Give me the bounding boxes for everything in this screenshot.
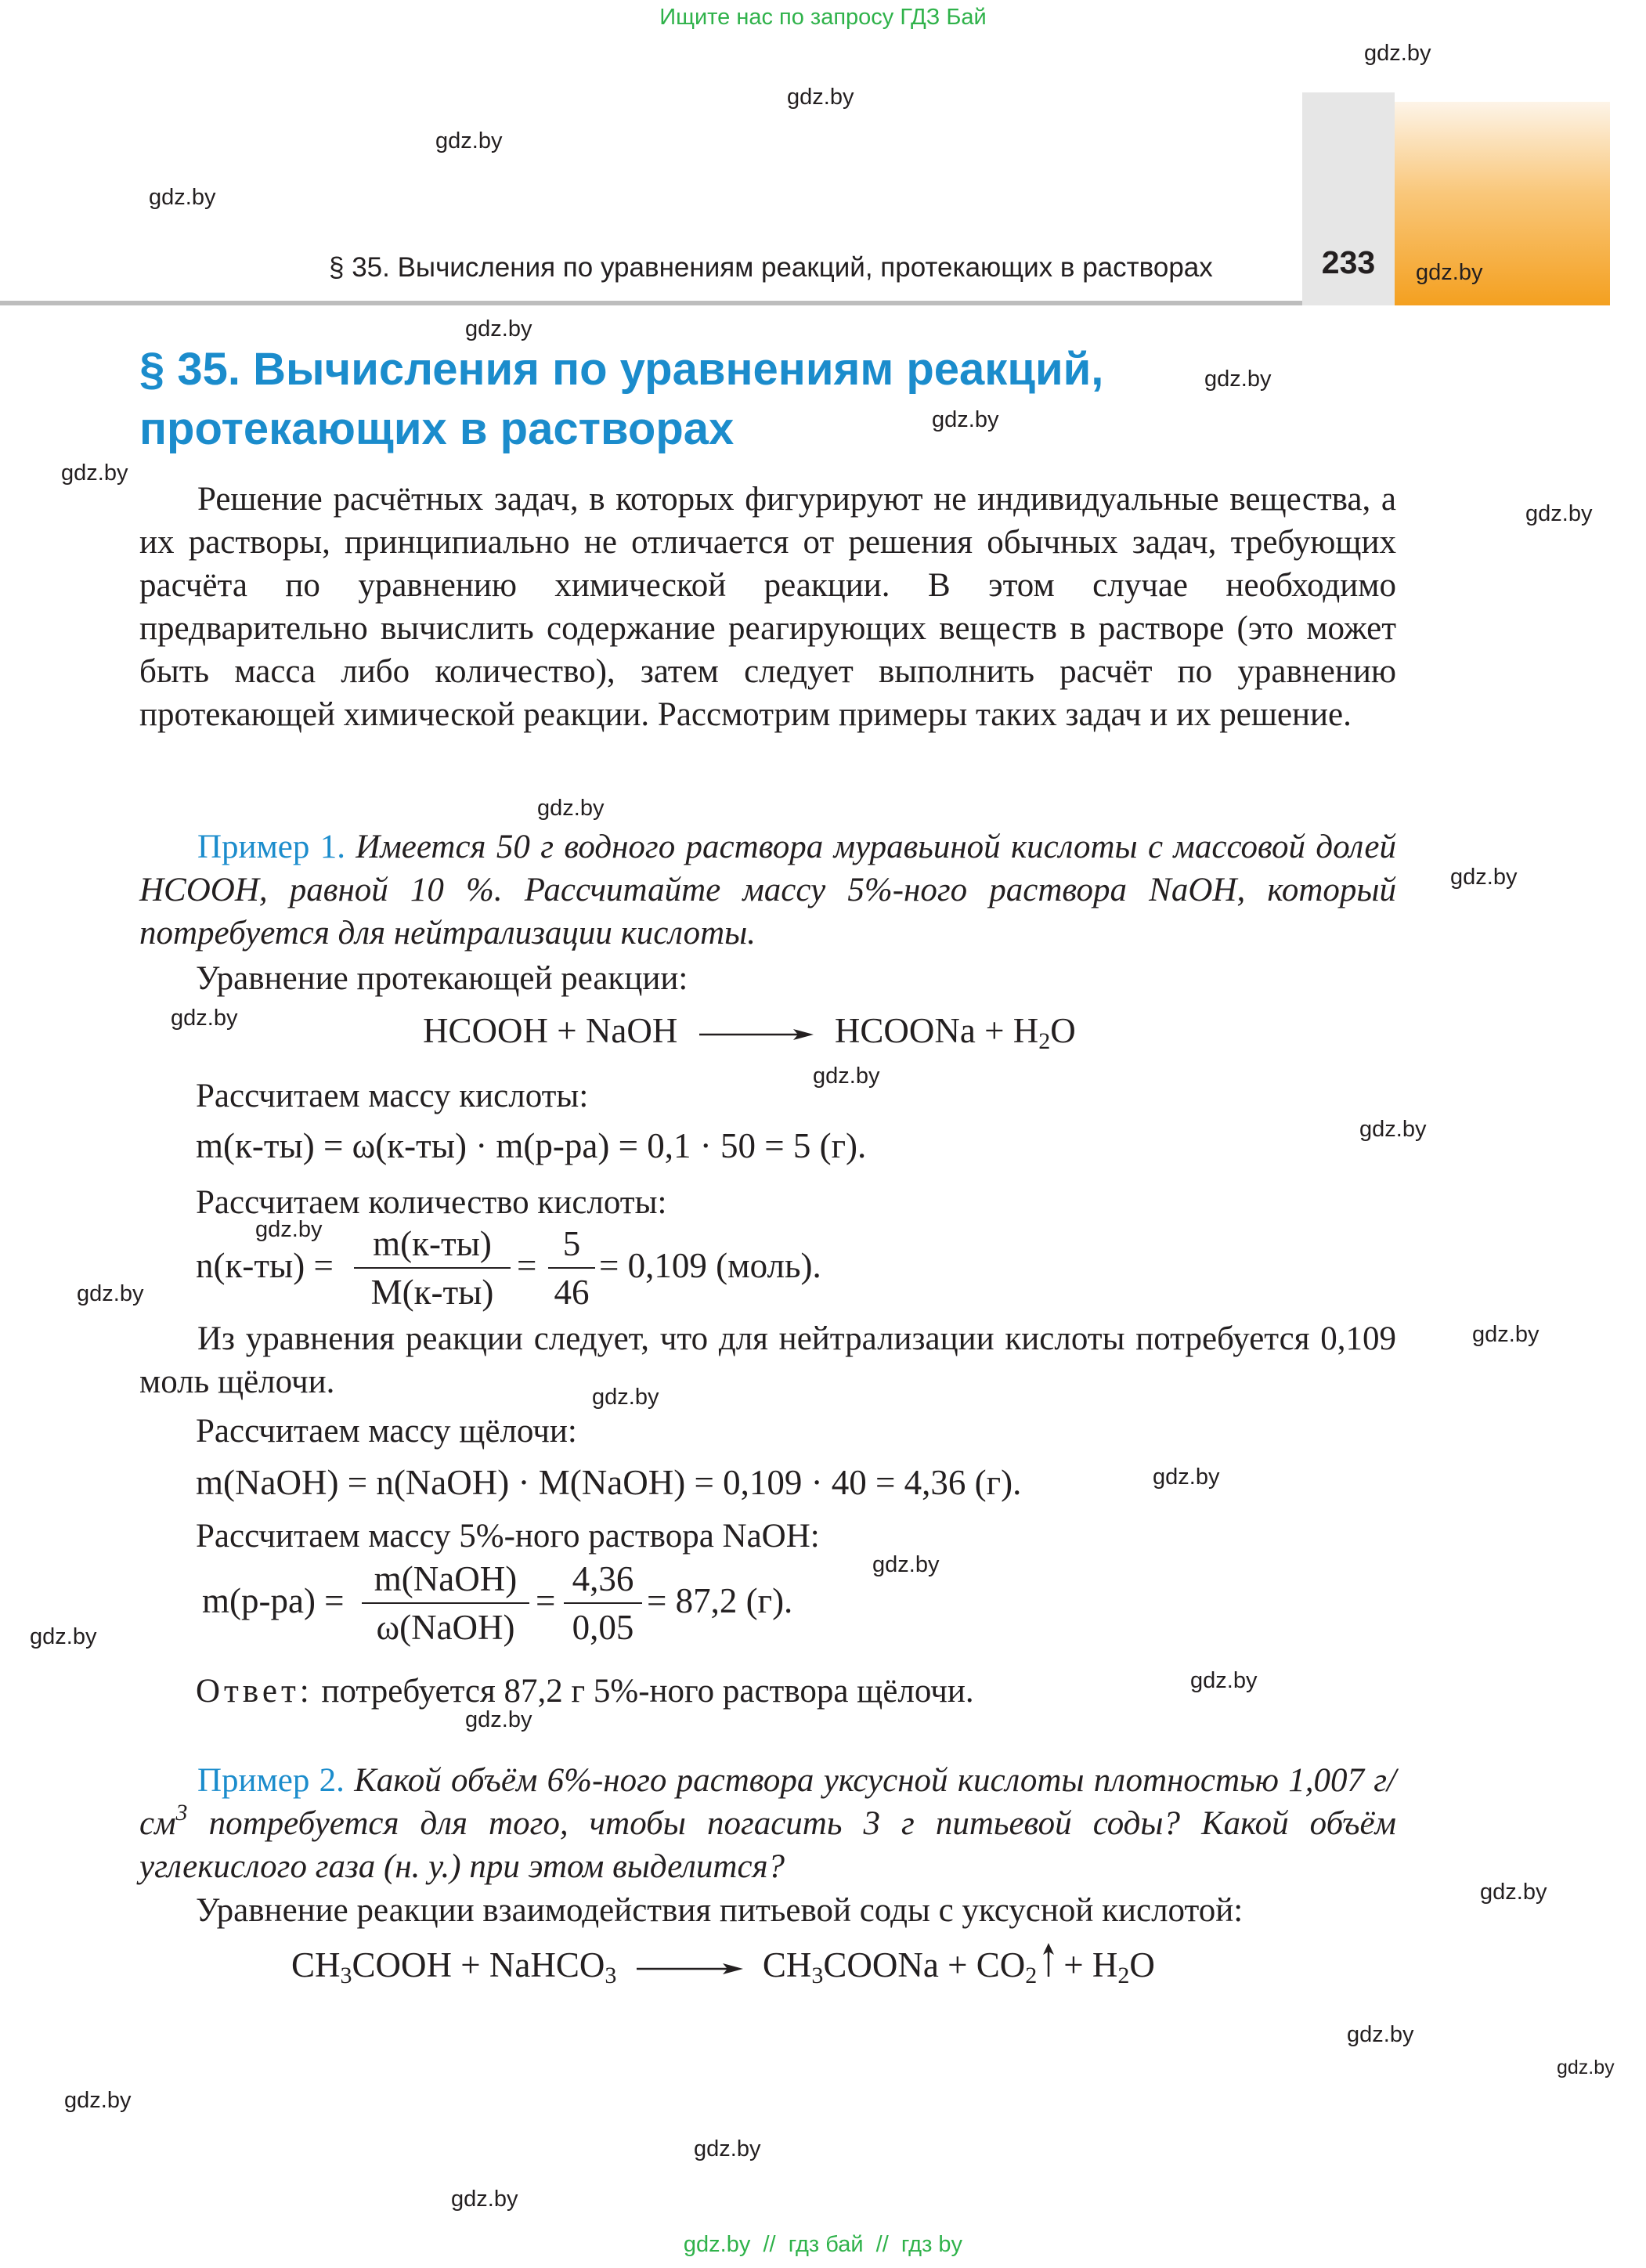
watermark: gdz.by xyxy=(872,1552,940,1577)
example-1-step-1: Рассчитаем массу кислоты: xyxy=(196,1078,589,1114)
section-title-line-1: § 35. Вычисления по уравнениям реакций, xyxy=(139,344,1104,395)
footer-banner[interactable]: gdz.by // гдз бай // гдз by xyxy=(683,2232,963,2257)
page-number: 233 xyxy=(1321,244,1376,280)
equation-solution-mass-result: = 87,2 (г). xyxy=(647,1581,793,1620)
example-1-label: Пример 1. xyxy=(197,829,345,865)
watermark: gdz.by xyxy=(171,1006,238,1031)
reaction-reactants: HCOOH + NaOH xyxy=(423,1011,678,1050)
reaction-2-reactants: $CH_3COOH$ + NaHCO$_3$ xyxy=(291,1945,617,1988)
watermark: gdz.by xyxy=(813,1064,880,1089)
gas-evolution-arrow-icon xyxy=(1040,1942,1057,1978)
watermark: gdz.by xyxy=(30,1624,97,1649)
watermark: gdz.by xyxy=(1480,1880,1547,1905)
example-2-reaction-equation xyxy=(291,1942,1155,1988)
watermark: gdz.by xyxy=(1557,2057,1615,2078)
equation-solution-mass-lhs: m(р-ра) = xyxy=(202,1581,345,1620)
answer-label: Ответ: xyxy=(196,1673,313,1710)
watermark: gdz.by xyxy=(1190,1668,1258,1693)
reaction-products: HCOONa + $H_2O$ xyxy=(834,1011,1076,1054)
example-1-conclusion: Из уравнения реакции следует, что для нейтрализации кислоты потребуется 0,109 моль щёлочи. xyxy=(139,1320,1396,1400)
section-title-line-2: протекающих в растворах xyxy=(139,403,735,454)
running-header: § 35. Вычисления по уравнениям реакций, протекающих в растворах xyxy=(329,252,1213,283)
example-2-label: Пример 2. xyxy=(197,1762,345,1799)
section-title xyxy=(139,340,1103,459)
watermark: gdz.by xyxy=(1359,1117,1427,1142)
watermark: gdz.by xyxy=(537,796,605,821)
watermark: gdz.by xyxy=(1472,1322,1540,1347)
watermark: gdz.by xyxy=(451,2187,518,2212)
equation-acid-amount-lhs: n(к-ты) = xyxy=(196,1246,334,1285)
example-1-step-3: Рассчитаем массу щёлочи: xyxy=(196,1413,577,1450)
watermark: gdz.by xyxy=(787,85,854,110)
equals-sign: = xyxy=(517,1246,537,1285)
watermark: gdz.by xyxy=(435,128,503,153)
watermark: gdz.by xyxy=(1153,1464,1220,1490)
reaction-arrow-icon-2 xyxy=(635,1959,745,1978)
example-2-text: Какой объём 6%-ного раствора уксусной кислоты плотностью 1,007 $г/см^3$ потребуется для того, чтобы погасить 3 г питьевой соды? Какой объём углекислого газа (н. у.) при этом выделится? xyxy=(139,1762,1397,1885)
fraction-solution-mass: m(NaOH) ω(NaOH) xyxy=(362,1557,529,1651)
fraction-acid-amount: m(к-ты) M(к-ты) xyxy=(354,1222,511,1316)
watermark: gdz.by xyxy=(149,185,216,210)
equation-alkali-mass: m(NaOH) = n(NaOH) · M(NaOH) = 0,109 · 40 = 4,36 (г). xyxy=(196,1463,1022,1502)
watermark: gdz.by xyxy=(77,1281,144,1306)
watermark: gdz.by xyxy=(255,1217,323,1242)
example-1-problem xyxy=(139,825,1396,955)
answer-text: потребуется 87,2 г 5%-ного раствора щёлочи. xyxy=(312,1673,974,1710)
watermark: gdz.by xyxy=(1450,865,1518,890)
watermark: gdz.by xyxy=(1204,367,1272,392)
equation-acid-mass: m(к-ты) = ω(к-ты) · m(р-ра) = 0,1 · 50 = 5 (г). xyxy=(196,1126,867,1165)
watermark: gdz.by xyxy=(1347,2022,1414,2047)
watermark: gdz.by xyxy=(932,407,999,432)
equals-sign-2: = xyxy=(536,1581,556,1620)
example-2-reaction-intro: Уравнение реакции взаимодействия питьевой соды с уксусной кислотой: xyxy=(196,1892,1244,1929)
watermark: gdz.by xyxy=(694,2136,761,2161)
watermark: gdz.by xyxy=(465,1707,532,1732)
reaction-arrow-icon xyxy=(698,1025,815,1044)
watermark: gdz.by xyxy=(1364,41,1431,66)
fraction-numeric-2: 4,36 0,05 xyxy=(564,1557,642,1651)
equation-acid-amount-result: = 0,109 (моль). xyxy=(599,1246,821,1285)
example-1-text: Имеется 50 г водного раствора муравьиной кислоты с массовой долей HCOOH, равной 10 %. Рассчитайте массу 5%-ного раствора NaOH, который потребуется для нейтрализации кислоты. xyxy=(139,829,1396,952)
reaction-2-products: $CH_3COONa + CO_2 + H_2O$ xyxy=(763,1945,1155,1984)
example-2-problem xyxy=(139,1759,1396,1888)
intro-paragraph: Решение расчётных задач, в которых фигурируют не индивидуальные вещества, а их растворы, принципиально не отличается от решения обычных задач, требующих расчёта по уравнению химической реакции. В этом случае необходимо предварительно вычислить содержание реагирующих веществ в растворе (это может быть масса либо количество), затем следует выполнить расчёт по уравнению протекающей химической реакции. Рассмотрим примеры таких задач и их решение. xyxy=(139,481,1396,733)
header-divider xyxy=(0,301,1302,305)
example-1-step-2: Рассчитаем количество кислоты: xyxy=(196,1184,667,1221)
watermark: gdz.by xyxy=(1525,501,1593,526)
watermark: gdz.by xyxy=(465,316,532,341)
example-1-reaction-intro: Уравнение протекающей реакции: xyxy=(196,960,688,997)
example-1-step-4: Рассчитаем массу 5%-ного раствора NaOH: xyxy=(196,1518,820,1555)
watermark: gdz.by xyxy=(592,1385,659,1410)
example-1-reaction-equation xyxy=(423,1010,1076,1054)
watermark: gdz.by xyxy=(1416,260,1483,285)
example-1-answer xyxy=(196,1670,974,1713)
watermark: gdz.by xyxy=(61,460,128,486)
top-banner[interactable]: Ищите нас по запросу ГДЗ Бай xyxy=(659,5,987,30)
watermark: gdz.by xyxy=(64,2088,132,2113)
fraction-numeric: 5 46 xyxy=(548,1222,595,1316)
